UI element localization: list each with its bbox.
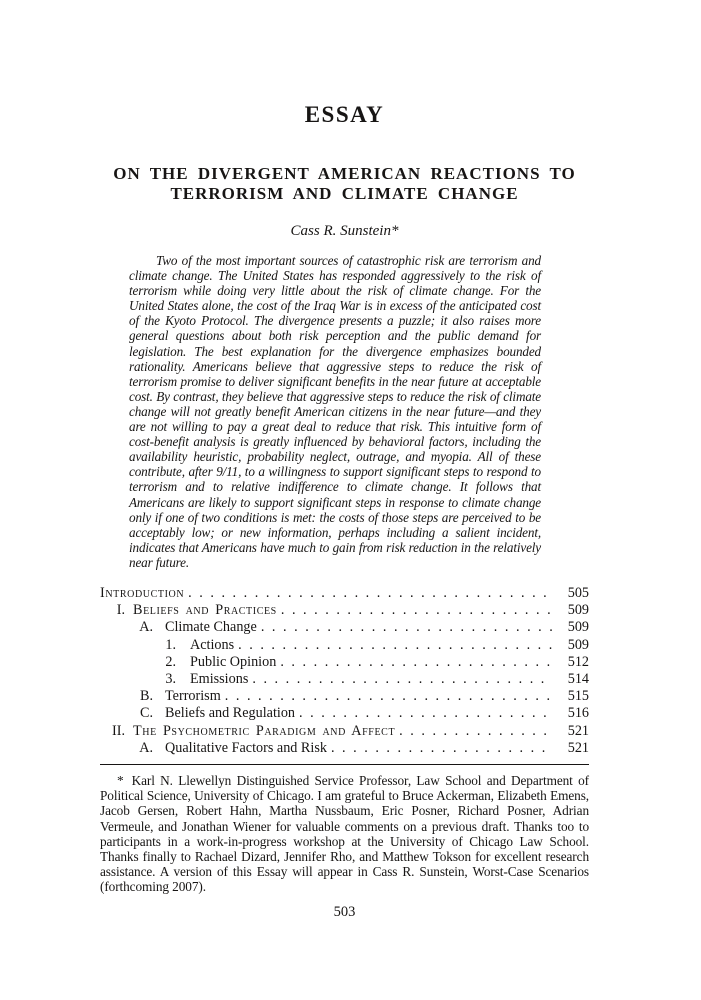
toc-numeral: II. <box>112 722 125 739</box>
toc-leader <box>261 619 552 636</box>
toc-label: The Psychometric Paradigm and Affect <box>133 722 396 739</box>
toc-numeral: I. <box>116 602 125 619</box>
article-title-line-2: TERRORISM AND CLIMATE CHANGE <box>170 184 519 203</box>
toc-label: Emissions <box>190 670 249 687</box>
toc-label: Beliefs and Practices <box>133 602 277 619</box>
article-title <box>100 164 589 204</box>
toc-numeral: B. <box>139 688 153 705</box>
table-of-contents <box>100 585 589 757</box>
toc-leader <box>225 688 552 705</box>
toc-entry-terrorism <box>133 688 589 705</box>
toc-page-number: 521 <box>567 739 589 756</box>
toc-leader <box>331 740 552 757</box>
toc-leader <box>299 705 552 722</box>
essay-kicker: ESSAY <box>304 102 385 127</box>
author-byline: Cass R. Sunstein* <box>290 223 399 239</box>
toc-page-number: 516 <box>567 705 589 722</box>
toc-numeral: C. <box>139 705 153 722</box>
toc-label: Climate Change <box>165 619 257 636</box>
toc-leader <box>399 723 552 740</box>
toc-entry-introduction <box>100 585 589 602</box>
abstract-text: Two of the most important sources of catastrophic risk are terrorism and climate change. The United States has responded aggressively to the risk of terrorism while doing very little about the risk of climate change. For the United States alone, the cost of the Iraq War is in excess of the anticipated cost of the Kyoto Protocol. The divergence presents a puzzle; it also raises more general questions about both risk perception and the public demand for legislation. The best explanation for the divergence emphasizes bounded rationality. Americans believe that aggressive steps to reduce the risk of terrorism promise to deliver significant benefits in the near future at acceptable cost. By contrast, they believe that aggressive steps to reduce the risk of climate change will not greatly benefit American citizens in the near future—and they are not willing to pay a great deal to reduce that risk. This intuitive form of cost-benefit analysis is greatly influenced by behavioral factors, including the availability heuristic, probability neglect, outrage, and myopia. All of these contribute, after 9/11, to a willingness to support significant steps to respond to terrorism and to relative indifference to climate change. It follows that Americans are likely to support significant steps in response to climate change only if one of two conditions is met: the costs of those steps are perceived to be acceptably low; or new information, perhaps including a salient incident, indicates that Americans have much to gain from risk reduction in the relatively near future. <box>129 253 541 570</box>
toc-page-number: 515 <box>567 688 589 705</box>
toc-leader <box>281 602 552 619</box>
toc-entry-emissions <box>160 671 589 688</box>
footnote <box>100 773 589 895</box>
toc-entry-beliefs-and-regulation <box>133 705 589 722</box>
toc-page-number: 512 <box>567 653 589 670</box>
toc-numeral: 2. <box>165 653 176 670</box>
toc-page-number: 514 <box>567 670 589 687</box>
toc-leader <box>252 671 552 688</box>
toc-label: Beliefs and Regulation <box>165 705 296 722</box>
toc-label: Introduction <box>100 584 185 601</box>
toc-entry-public-opinion <box>160 654 589 671</box>
page-folio: 503 <box>333 903 356 920</box>
toc-entry-qualitative-factors <box>133 740 589 757</box>
toc-label: Public Opinion <box>190 653 277 670</box>
toc-entry-actions <box>160 637 589 654</box>
toc-page-number: 505 <box>567 584 589 601</box>
toc-numeral: A. <box>139 739 153 756</box>
toc-leader <box>280 654 552 671</box>
toc-entry-psychometric-paradigm <box>100 723 589 740</box>
toc-entry-climate-change <box>133 619 589 636</box>
toc-label: Terrorism <box>165 688 221 705</box>
toc-page-number: 509 <box>567 619 589 636</box>
footnote-marker: * <box>117 773 124 788</box>
toc-label: Qualitative Factors and Risk <box>165 739 327 756</box>
toc-entry-beliefs-and-practices <box>100 602 589 619</box>
toc-leader <box>238 637 552 654</box>
toc-page-number: 509 <box>567 602 589 619</box>
toc-page-number: 509 <box>567 636 589 653</box>
toc-numeral: 3. <box>165 670 176 687</box>
toc-numeral: A. <box>139 619 153 636</box>
toc-leader <box>188 585 552 602</box>
toc-label: Actions <box>190 636 235 653</box>
toc-numeral: 1. <box>165 636 176 653</box>
footnote-separator <box>100 764 589 765</box>
toc-page-number: 521 <box>567 722 589 739</box>
article-title-line-1: ON THE DIVERGENT AMERICAN REACTIONS TO <box>113 164 576 183</box>
footnote-text: Karl N. Llewellyn Distinguished Service Professor, Law School and Department of Political Science, University of Chicago. I am grateful to Bruce Ackerman, Elizabeth Emens, Jacob Gersen, Robert Hahn, Martha Nussbaum, Eric Posner, Richard Posner, Adrian Vermeule, and Jonathan Wiener for valuable comments on a previous draft. Thanks too to participants in a work-in-progress workshop at the University of Chicago Law School. Thanks finally to Rachael Dizard, Jennifer Rho, and Matthew Tokson for excellent research assistance. A version of this Essay will appear in Cass R. Sunstein, Worst-Case Scenarios (forthcoming 2007). <box>100 773 589 895</box>
